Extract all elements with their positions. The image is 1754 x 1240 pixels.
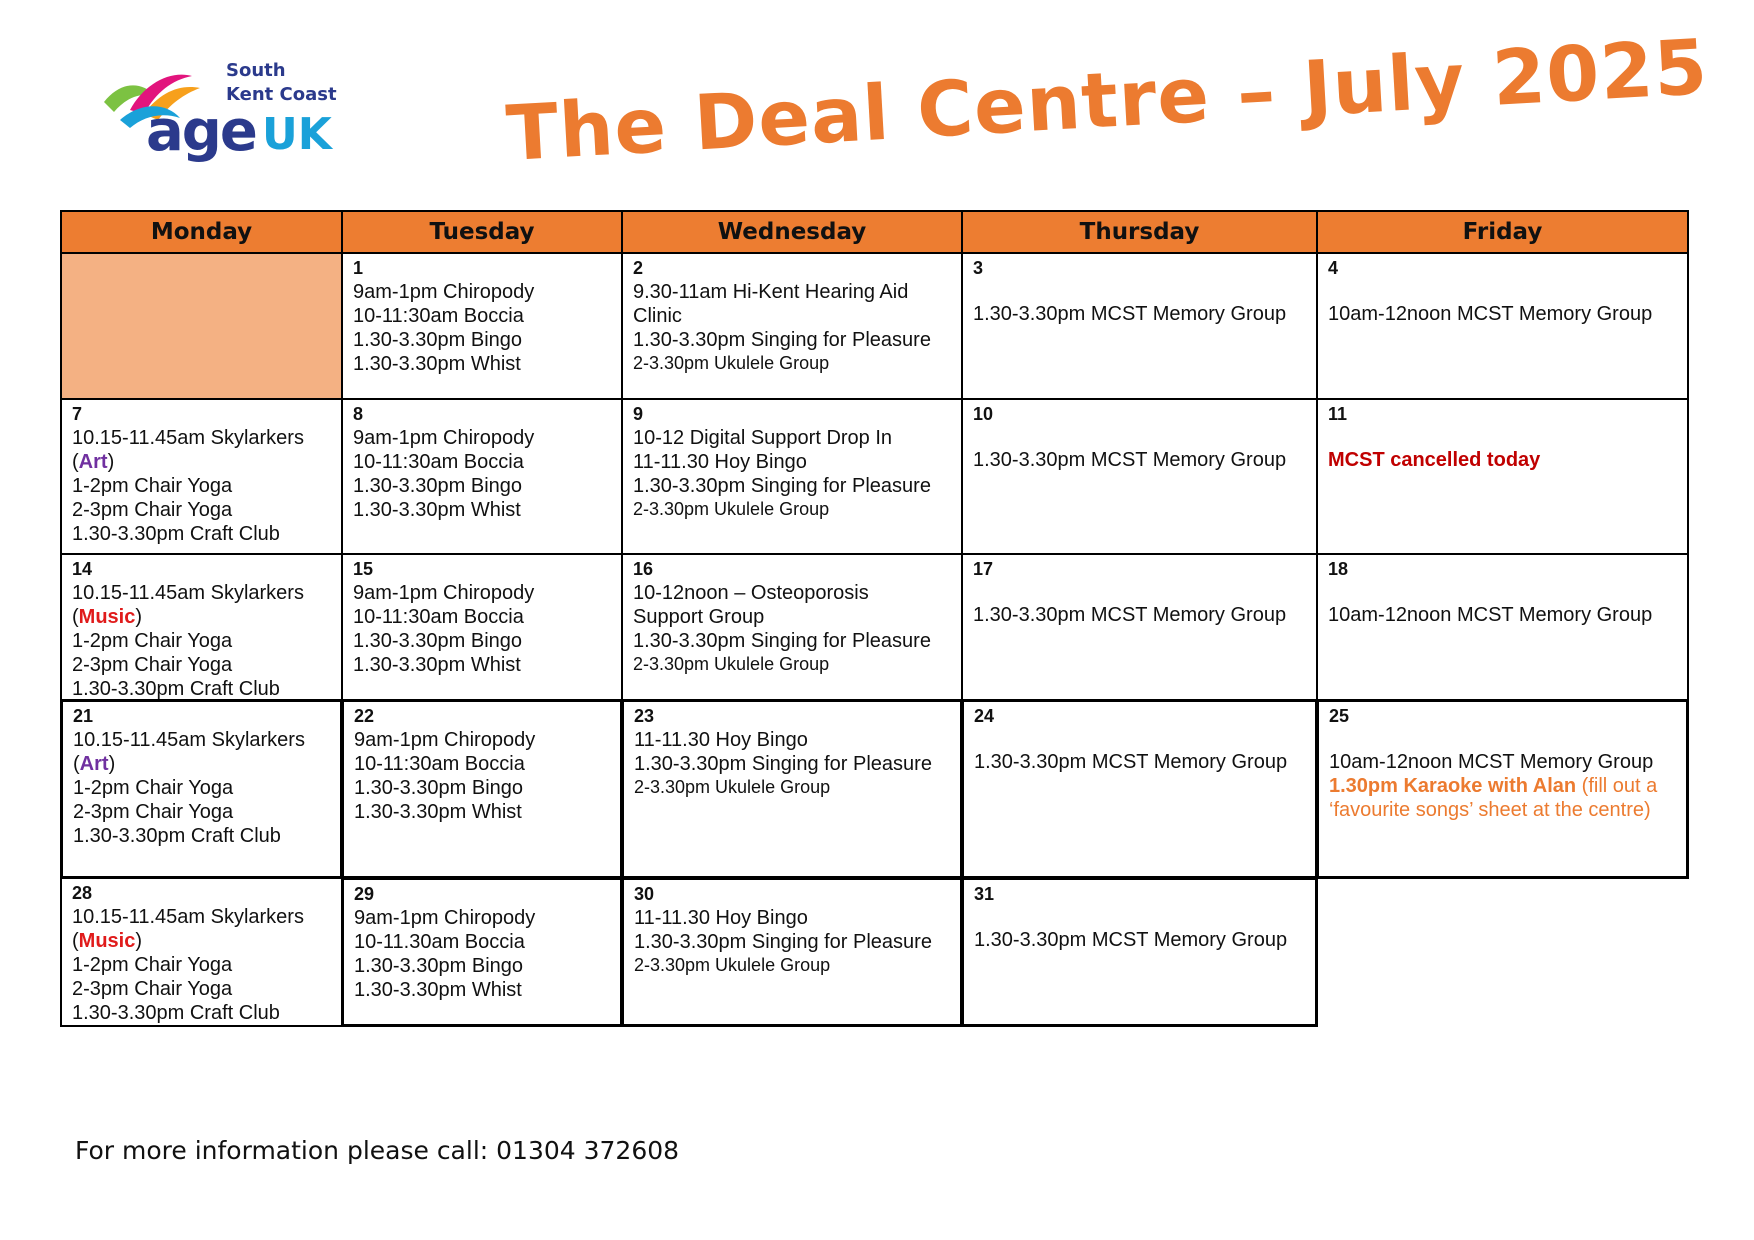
event-line: 1.30-3.30pm Craft Club xyxy=(72,1002,280,1024)
day-number: 16 xyxy=(633,559,654,579)
day-cell xyxy=(621,252,963,400)
event-line: 2-3pm Chair Yoga xyxy=(72,499,233,521)
day-number: 24 xyxy=(974,706,995,726)
skylarkers-theme xyxy=(72,450,341,474)
header-tuesday: Tuesday xyxy=(341,210,623,254)
day-number: 8 xyxy=(353,404,364,424)
header-friday: Friday xyxy=(1316,210,1689,254)
event-line: 10-12 Digital Support Drop In xyxy=(633,427,893,449)
logo-uk-text: UK xyxy=(262,109,332,160)
day-number: 25 xyxy=(1329,706,1350,726)
event-line: 1-2pm Chair Yoga xyxy=(72,954,233,976)
event-line: 1.30-3.30pm Singing for Pleasure xyxy=(633,475,931,497)
day-number: 28 xyxy=(72,883,93,903)
event-line: 1.30-3.30pm MCST Memory Group xyxy=(974,929,1288,951)
day-cell xyxy=(341,398,623,555)
week-row xyxy=(60,699,1693,879)
event-line: 11-11.30 Hoy Bingo xyxy=(634,907,808,929)
paren-open: ( xyxy=(73,753,80,775)
day-cell xyxy=(1316,699,1689,879)
day-number: 9 xyxy=(633,404,644,424)
event-line: 9am-1pm Chiropody xyxy=(354,729,536,751)
logo-line-south: South xyxy=(226,60,286,81)
event-line: 2-3.30pm Ukulele Group xyxy=(633,353,830,373)
theme-music: Music xyxy=(78,930,136,952)
day-number: 14 xyxy=(72,559,93,579)
event-line: 2-3.30pm Ukulele Group xyxy=(633,499,830,519)
paren-close: ) xyxy=(107,451,115,473)
day-number: 1 xyxy=(353,258,364,278)
week-row xyxy=(60,877,1693,1027)
event-line: 10-11:30am Boccia xyxy=(353,305,524,327)
event-line: 1.30-3.30pm Bingo xyxy=(354,955,524,977)
age-uk-logo xyxy=(100,56,340,166)
event-line: 1.30-3.30pm Singing for Pleasure xyxy=(634,753,932,775)
day-number: 2 xyxy=(633,258,644,278)
contact-footer: For more information please call: 01304 372608 xyxy=(75,1136,680,1165)
day-cell-blank xyxy=(60,252,343,400)
event-line: 2-3pm Chair Yoga xyxy=(72,654,233,676)
paren-open: ( xyxy=(72,606,79,628)
event-line: 9am-1pm Chiropody xyxy=(353,427,535,449)
karaoke-title: 1.30pm Karaoke with Alan xyxy=(1329,775,1577,797)
event-line: 1.30-3.30pm MCST Memory Group xyxy=(973,604,1287,626)
event-line: 10.15-11.45am Skylarkers xyxy=(72,582,304,604)
event-line: 1.30-3.30pm Whist xyxy=(353,654,521,676)
day-cell xyxy=(621,553,963,701)
event-line: 1.30-3.30pm MCST Memory Group xyxy=(973,303,1287,325)
event-line: 1-2pm Chair Yoga xyxy=(72,475,233,497)
event-line: 1.30-3.30pm Bingo xyxy=(353,475,523,497)
skylarkers-theme xyxy=(72,605,341,629)
event-line: 1.30-3.30pm Singing for Pleasure xyxy=(633,329,931,351)
theme-art: Art xyxy=(78,451,108,473)
day-cell xyxy=(341,252,623,400)
day-cell xyxy=(621,877,963,1027)
weekday-header-row xyxy=(60,210,1693,254)
day-cell xyxy=(60,553,343,701)
event-line: 1.30-3.30pm Whist xyxy=(354,801,522,823)
event-line: 10am-12noon MCST Memory Group xyxy=(1329,751,1654,773)
karaoke-note: (fill out a xyxy=(1576,775,1658,797)
paren-open: ( xyxy=(72,451,79,473)
event-line: 1-2pm Chair Yoga xyxy=(72,630,233,652)
event-line: 1.30-3.30pm Bingo xyxy=(354,777,524,799)
event-line: 1.30-3.30pm Singing for Pleasure xyxy=(633,630,931,652)
page-title-text: The Deal Centre – July 2025 xyxy=(504,21,1711,178)
event-line: 10.15-11.45am Skylarkers xyxy=(72,906,304,928)
day-number: 31 xyxy=(974,884,995,904)
paren-open: ( xyxy=(72,930,79,952)
event-line: 1.30-3.30pm Whist xyxy=(353,499,521,521)
event-line: 10-11.30am Boccia xyxy=(354,931,525,953)
day-number: 30 xyxy=(634,884,655,904)
event-line: 1.30-3.30pm Craft Club xyxy=(72,678,280,700)
day-cell xyxy=(60,699,343,879)
day-cell xyxy=(961,252,1318,400)
event-line: 11-11.30 Hoy Bingo xyxy=(634,729,808,751)
day-cell xyxy=(1316,252,1689,400)
event-line: 10-11:30am Boccia xyxy=(353,451,524,473)
day-number: 23 xyxy=(634,706,655,726)
day-number: 18 xyxy=(1328,559,1349,579)
event-line: 1.30-3.30pm Bingo xyxy=(353,630,523,652)
week-row xyxy=(60,398,1693,555)
header-thursday: Thursday xyxy=(961,210,1318,254)
event-line: 1.30-3.30pm MCST Memory Group xyxy=(973,449,1287,471)
page-title xyxy=(498,21,1711,178)
day-cell xyxy=(60,877,343,1027)
logo-age-text: age xyxy=(146,99,256,164)
day-number: 15 xyxy=(353,559,374,579)
day-number: 22 xyxy=(354,706,375,726)
header-wednesday: Wednesday xyxy=(621,210,963,254)
event-line: 10-11:30am Boccia xyxy=(354,753,525,775)
day-number: 3 xyxy=(973,258,984,278)
event-line: 9am-1pm Chiropody xyxy=(353,582,535,604)
day-number: 17 xyxy=(973,559,994,579)
event-line: Support Group xyxy=(633,606,765,628)
week-row xyxy=(60,252,1693,400)
day-cell xyxy=(621,398,963,555)
day-number: 21 xyxy=(73,706,94,726)
day-number: 10 xyxy=(973,404,994,424)
event-line: 9.30-11am Hi-Kent Hearing Aid xyxy=(633,281,909,303)
event-line: 1.30-3.30pm Craft Club xyxy=(72,523,280,545)
day-cell xyxy=(60,398,343,555)
event-line: 2-3pm Chair Yoga xyxy=(73,801,234,823)
karaoke-notice xyxy=(1329,774,1686,798)
event-line: Clinic xyxy=(633,305,682,327)
day-number: 7 xyxy=(72,404,83,424)
event-line: 10-11:30am Boccia xyxy=(353,606,524,628)
event-line: 1.30-3.30pm Whist xyxy=(353,353,521,375)
event-line: 1-2pm Chair Yoga xyxy=(73,777,234,799)
event-line: 10.15-11.45am Skylarkers xyxy=(72,427,304,449)
event-line: 2-3.30pm Ukulele Group xyxy=(633,654,830,674)
karaoke-note-line2: ‘favourite songs’ sheet at the centre) xyxy=(1329,799,1651,821)
day-cell xyxy=(341,553,623,701)
event-line: 2-3pm Chair Yoga xyxy=(72,978,233,1000)
skylarkers-theme xyxy=(72,929,341,953)
header-monday: Monday xyxy=(60,210,343,254)
paren-close: ) xyxy=(135,606,143,628)
event-line: 10am-12noon MCST Memory Group xyxy=(1328,604,1653,626)
skylarkers-theme xyxy=(73,752,340,776)
day-cell xyxy=(961,553,1318,701)
event-line: 1.30-3.30pm Whist xyxy=(354,979,522,1001)
day-number: 11 xyxy=(1328,404,1348,424)
theme-art: Art xyxy=(79,753,109,775)
event-line: 1.30-3.30pm Craft Club xyxy=(73,825,281,847)
day-cell xyxy=(961,398,1318,555)
day-number: 29 xyxy=(354,884,375,904)
event-line: 11-11.30 Hoy Bingo xyxy=(633,451,807,473)
theme-music: Music xyxy=(78,606,136,628)
day-cell-empty xyxy=(1316,877,1689,1027)
day-cell xyxy=(1316,398,1689,555)
cancelled-notice: MCST cancelled today xyxy=(1328,449,1541,471)
event-line: 10.15-11.45am Skylarkers xyxy=(73,729,305,751)
event-line: 10-12noon – Osteoporosis xyxy=(633,582,869,604)
day-number: 4 xyxy=(1328,258,1339,278)
event-line: 9am-1pm Chiropody xyxy=(353,281,535,303)
event-line: 2-3.30pm Ukulele Group xyxy=(634,777,831,797)
day-cell xyxy=(341,877,623,1027)
event-line: 10am-12noon MCST Memory Group xyxy=(1328,303,1653,325)
calendar-grid xyxy=(60,210,1693,1027)
paren-close: ) xyxy=(135,930,143,952)
week-row xyxy=(60,553,1693,701)
event-line: 1.30-3.30pm Singing for Pleasure xyxy=(634,931,932,953)
event-line: 1.30-3.30pm Bingo xyxy=(353,329,523,351)
day-cell xyxy=(961,699,1318,879)
event-line: 9am-1pm Chiropody xyxy=(354,907,536,929)
day-cell xyxy=(341,699,623,879)
event-line: 2-3.30pm Ukulele Group xyxy=(634,955,831,975)
paren-close: ) xyxy=(108,753,116,775)
event-line: 1.30-3.30pm MCST Memory Group xyxy=(974,751,1288,773)
day-cell xyxy=(1316,553,1689,701)
day-cell xyxy=(621,699,963,879)
logo-line-kent-coast: Kent Coast xyxy=(226,84,337,105)
day-cell xyxy=(961,877,1318,1027)
